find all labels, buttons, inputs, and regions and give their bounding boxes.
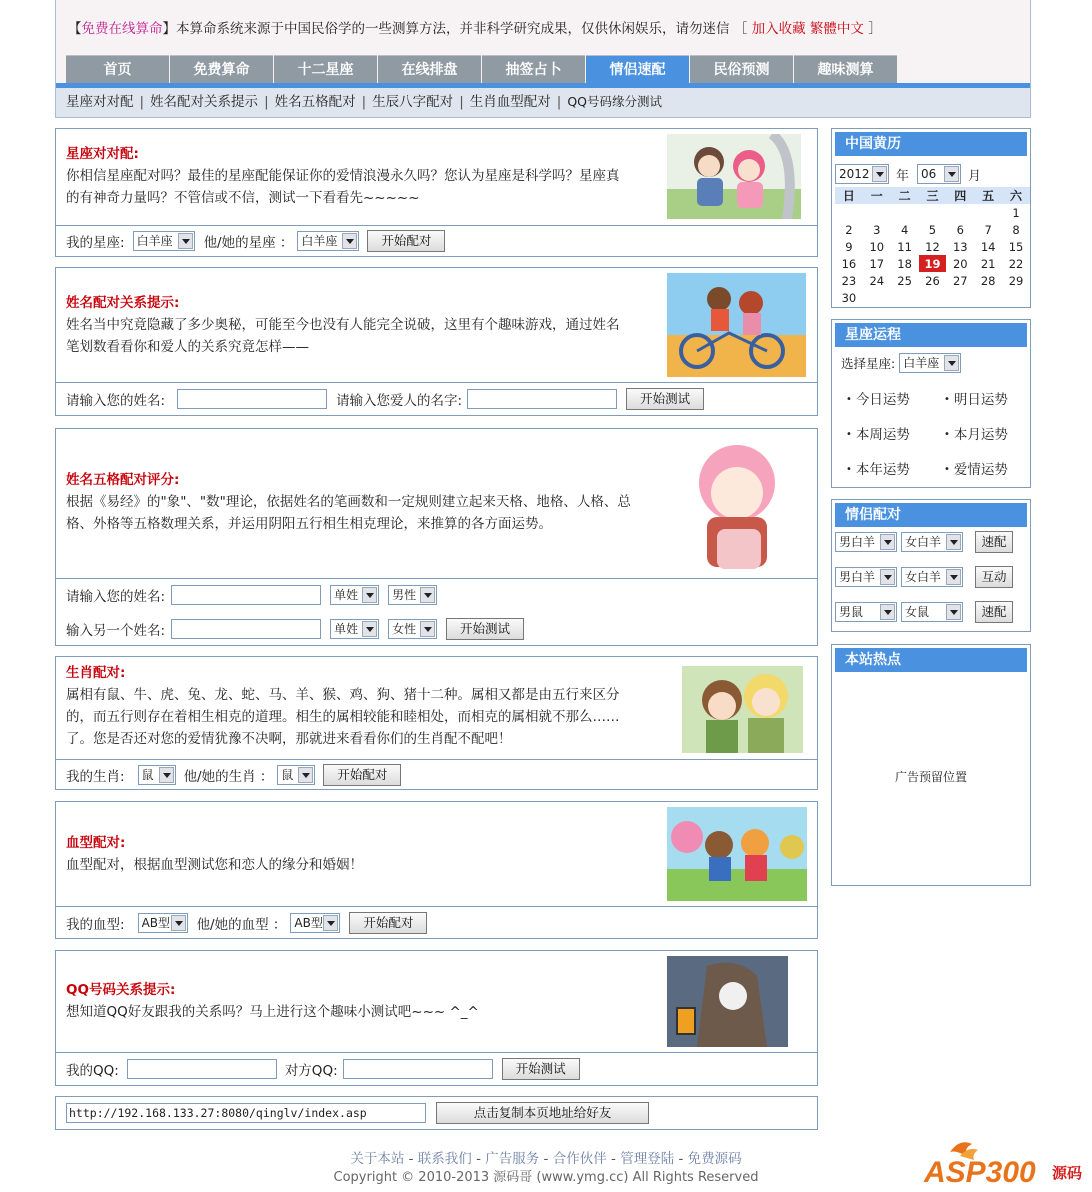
add-favorite-link[interactable]: 加入收藏 bbox=[751, 21, 806, 37]
name-pair-panel bbox=[55, 267, 818, 416]
calendar-day[interactable]: 6 bbox=[956, 222, 964, 237]
calendar-weekday: 四 bbox=[946, 187, 974, 204]
notice-text: 本算命系统来源于中国民俗学的一些测算方法，并非科学研究成果，仅供休闲娱乐，请勿迷信 bbox=[176, 21, 730, 37]
qq-panel bbox=[55, 950, 818, 1086]
notice-link[interactable]: 免费在线算命 bbox=[81, 21, 163, 37]
lover-name-label: 请输入您爱人的名字: bbox=[336, 393, 463, 409]
chevron-down-icon bbox=[323, 915, 338, 931]
subnav-separator: | bbox=[139, 94, 145, 110]
couple-row-2-button[interactable]: 互动 bbox=[975, 566, 1013, 588]
calendar-day[interactable]: 3 bbox=[873, 222, 881, 237]
couple-row-1-female-select[interactable]: 女白羊 bbox=[901, 532, 963, 552]
footer-link-contact[interactable]: 联系我们 bbox=[417, 1151, 472, 1167]
calendar-day[interactable]: 18 bbox=[897, 256, 912, 271]
calendar-day bbox=[919, 204, 947, 221]
other-blood-type-label: 他/她的血型 ： bbox=[196, 917, 287, 933]
couple-row-3-male-select[interactable]: 男鼠 bbox=[835, 602, 897, 622]
calendar-weekday: 五 bbox=[974, 187, 1002, 204]
qq-title: QQ号码关系提示: bbox=[66, 982, 176, 998]
nav-tab-couple-match[interactable]: 情侣速配 bbox=[586, 55, 689, 83]
subnav-separator: | bbox=[556, 94, 562, 110]
calendar-day[interactable]: 27 bbox=[952, 273, 968, 288]
site-hot-title: 本站热点 bbox=[835, 648, 1027, 672]
calendar-weekday: 二 bbox=[891, 187, 919, 204]
couple-row-2-male-select[interactable]: 男白羊 bbox=[835, 567, 897, 587]
wuge-desc-1: 根据《易经》的"象"、"数"理论，依据姓名的笔画数和一定规则建立起来天格、地格、人格、总 bbox=[66, 494, 631, 510]
chevron-down-icon bbox=[298, 767, 313, 783]
bicycle-couple-illustration bbox=[667, 273, 806, 377]
other-blood-type-select[interactable]: AB型 bbox=[290, 913, 340, 933]
name-pair-title: 姓名配对关系提示: bbox=[66, 295, 180, 311]
my-qq-input[interactable] bbox=[127, 1059, 277, 1079]
calendar-day bbox=[891, 204, 919, 221]
calendar-day[interactable]: 16 bbox=[841, 256, 857, 271]
calendar-day[interactable]: 17 bbox=[869, 256, 885, 271]
calendar-day[interactable]: 9 bbox=[845, 239, 853, 254]
fortune-week-link[interactable]: • 本周运势 bbox=[846, 423, 910, 443]
zodiac-match-desc-1: 你相信星座配对吗？最佳的星座配能保证你的爱情浪漫永久吗？您认为星座是科学吗？星座真 bbox=[66, 168, 620, 184]
calendar-day bbox=[946, 204, 974, 221]
calendar-day bbox=[891, 289, 919, 306]
other-zodiac-select[interactable]: 白羊座 bbox=[297, 231, 359, 251]
pink-hair-girl-illustration bbox=[687, 433, 790, 575]
name-pair-divider bbox=[56, 382, 817, 383]
chevron-down-icon bbox=[872, 166, 887, 182]
wuge-desc-2: 格、外格等五格数理关系，并运用阴阳五行相生相克理论，来推算的各方面运势。 bbox=[66, 516, 552, 532]
calendar-day[interactable]: 29 bbox=[1008, 273, 1024, 288]
shengxiao-desc-2: 的，而五行则存在着相生相克的道理。相生的属相较能和睦相处，而相克的属相就不那么…… bbox=[66, 709, 620, 725]
wuge-title: 姓名五格配对评分: bbox=[66, 472, 180, 488]
my-shengxiao-label: 我的生肖: bbox=[66, 769, 125, 785]
watermark-text: ASP300 bbox=[924, 1156, 1036, 1189]
notice-bracket-open: 【 bbox=[68, 21, 82, 37]
footer-links: 关于本站 - 联系我们 - 广告服务 - 合作伙伴 - 管理登陆 - 免费源码 bbox=[350, 1151, 742, 1167]
fortune-year-link[interactable]: • 本年运势 bbox=[846, 458, 910, 478]
blood-type-title: 血型配对: bbox=[66, 835, 126, 851]
chevron-down-icon bbox=[944, 355, 959, 371]
blood-type-desc: 血型配对，根据血型测试您和恋人的缘分和婚姻！ bbox=[66, 857, 363, 873]
wuge-other-name-input[interactable] bbox=[171, 619, 321, 639]
calendar-title: 中国黄历 bbox=[835, 132, 1027, 156]
calendar-day[interactable]: 22 bbox=[1008, 256, 1024, 271]
calendar-weekday: 六 bbox=[1002, 187, 1030, 204]
main-nav bbox=[66, 55, 898, 83]
horoscope-panel bbox=[831, 319, 1031, 488]
calendar-day[interactable]: 26 bbox=[925, 273, 940, 288]
nav-tab-free-fortune[interactable]: 免费算命 bbox=[170, 55, 273, 83]
chevron-down-icon bbox=[342, 233, 357, 249]
wuge-my-name-input[interactable] bbox=[171, 585, 321, 605]
subnav-separator: | bbox=[264, 94, 269, 110]
my-blood-type-label: 我的血型: bbox=[66, 917, 125, 933]
calendar-day[interactable]: 28 bbox=[980, 273, 996, 288]
notice-bracket-close: 】 bbox=[162, 21, 176, 37]
chevron-down-icon bbox=[420, 587, 435, 603]
nav-tab-folk-forecast[interactable]: 民俗预测 bbox=[690, 55, 793, 83]
copy-url-button[interactable]: 点击复制本页地址给好友 bbox=[436, 1102, 649, 1124]
calendar-day[interactable]: 8 bbox=[1012, 222, 1020, 237]
calendar-month-select[interactable]: 06 bbox=[917, 164, 961, 184]
subnav-item-bazi[interactable]: 生辰八字配对 bbox=[372, 94, 454, 110]
footer-link-free-source[interactable]: 免费源码 bbox=[687, 1151, 742, 1167]
nav-tab-online-chart[interactable]: 在线排盘 bbox=[378, 55, 481, 83]
zodiac-match-panel bbox=[55, 128, 818, 257]
wuge-gender-select-1[interactable]: 男性 bbox=[388, 585, 437, 605]
chevron-down-icon bbox=[880, 534, 895, 550]
shengxiao-panel bbox=[55, 656, 818, 790]
calendar-day[interactable]: 14 bbox=[980, 239, 996, 254]
other-shengxiao-label: 他/她的生肖 ： bbox=[183, 769, 274, 785]
calendar-day bbox=[919, 289, 947, 306]
subnav-item-zodiac-match[interactable]: 星座对对配 bbox=[66, 94, 134, 110]
footer-link-about[interactable]: 关于本站 bbox=[350, 1151, 405, 1167]
footer-link-admin[interactable]: 管理登陆 bbox=[620, 1151, 675, 1167]
calendar-day bbox=[835, 204, 863, 221]
shengxiao-desc-3: 了。您是否还对您的爱情犹豫不决啊，那就进来看看你们的生肖配不配吧！ bbox=[66, 731, 512, 747]
couple-row-1-button[interactable]: 速配 bbox=[975, 531, 1013, 553]
qq-test-button[interactable]: 开始测试 bbox=[502, 1058, 580, 1080]
subnav-item-wuge[interactable]: 姓名五格配对 bbox=[274, 94, 356, 110]
calendar-day[interactable]: 25 bbox=[897, 273, 912, 288]
subnav-item-name-pair[interactable]: 姓名配对关系提示 bbox=[150, 94, 259, 110]
my-blood-type-select[interactable]: AB型 bbox=[138, 913, 188, 933]
wuge-other-name-label: 输入另一个姓名: bbox=[66, 623, 166, 639]
chevron-down-icon bbox=[362, 621, 377, 637]
calendar-day[interactable]: 4 bbox=[900, 222, 909, 237]
name-pair-desc-2: 笔划数看看你和爱人的关系究竟怎样—— bbox=[66, 339, 309, 355]
calendar-day bbox=[974, 204, 1002, 221]
fortune-love-link[interactable]: • 爱情运势 bbox=[944, 458, 1008, 478]
horoscope-select-label: 选择星座: bbox=[841, 356, 896, 371]
chevron-down-icon bbox=[171, 915, 186, 931]
footer-copyright: Copyright © 2010-2013 源码哥 (www.ymg.cc) All Rights Reserved bbox=[333, 1170, 759, 1185]
nav-tab-zodiac[interactable]: 十二星座 bbox=[274, 55, 377, 83]
other-qq-label: 对方QQ: bbox=[284, 1063, 338, 1079]
calendar-day[interactable]: 1 bbox=[1012, 205, 1020, 220]
hooded-ghost-illustration bbox=[667, 956, 788, 1047]
shengxiao-title: 生肖配对: bbox=[66, 665, 126, 681]
lover-name-input[interactable] bbox=[467, 389, 617, 409]
couple-row-3 bbox=[835, 601, 1013, 623]
nav-tab-home[interactable]: 首页 bbox=[66, 55, 169, 83]
notice-bracket-left: ［ bbox=[733, 21, 748, 37]
shengxiao-divider bbox=[56, 759, 817, 760]
fortune-month-link[interactable]: • 本月运势 bbox=[944, 423, 1008, 443]
calendar-day bbox=[863, 204, 891, 221]
calendar-month-label: 月 bbox=[968, 168, 982, 184]
blood-type-panel bbox=[55, 801, 818, 939]
blood-type-divider bbox=[56, 906, 817, 907]
my-qq-label: 我的QQ: bbox=[66, 1063, 119, 1079]
calendar-day[interactable]: 10 bbox=[869, 239, 885, 254]
other-zodiac-label: 他/她的星座 ： bbox=[203, 235, 294, 251]
couple-row-1-male-select[interactable]: 男白羊 bbox=[835, 532, 897, 552]
chevron-down-icon bbox=[944, 166, 959, 182]
chevron-down-icon bbox=[178, 233, 193, 249]
nav-tab-fun-test[interactable]: 趣味测算 bbox=[794, 55, 897, 83]
qq-divider bbox=[56, 1052, 817, 1053]
anime-couple-illustration bbox=[682, 666, 803, 753]
fortune-tomorrow-link[interactable]: • 明日运势 bbox=[944, 388, 1008, 408]
calendar-year-select[interactable]: 2012 bbox=[835, 164, 889, 184]
my-zodiac-select[interactable]: 白羊座 bbox=[133, 231, 195, 251]
calendar-day bbox=[946, 289, 974, 306]
subnav-separator: | bbox=[459, 94, 464, 110]
fortune-today-link[interactable]: • 今日运势 bbox=[846, 388, 910, 408]
couple-row-2 bbox=[835, 566, 1013, 588]
wuge-my-name-label: 请输入您的姓名: bbox=[66, 589, 166, 605]
calendar-weekday: 一 bbox=[863, 187, 891, 204]
calendar-year-label: 年 bbox=[896, 168, 910, 184]
wuge-surname-type-select-2[interactable]: 单姓 bbox=[330, 619, 379, 639]
couple-row-3-female-select[interactable]: 女鼠 bbox=[901, 602, 963, 622]
shengxiao-desc-1: 属相有鼠、牛、虎、兔、龙、蛇、马、羊、猴、鸡、狗、猪十二种。属相又都是由五行来区分 bbox=[66, 687, 620, 703]
page-url-field[interactable]: http://192.168.133.27:8080/qinglv/index.asp bbox=[66, 1103, 426, 1123]
wuge-surname-type-select-1[interactable]: 单姓 bbox=[330, 585, 379, 605]
horoscope-title: 星座运程 bbox=[835, 323, 1027, 347]
sub-nav bbox=[56, 88, 1030, 117]
couple-row-1 bbox=[835, 531, 1013, 553]
site-hot-panel bbox=[831, 644, 1031, 886]
calendar-day[interactable]: 5 bbox=[928, 222, 937, 237]
blood-type-match-button[interactable]: 开始配对 bbox=[349, 912, 427, 934]
zodiac-match-desc-2: 的有神奇力量吗？不管信或不信，测试一下看看先~~~~~ bbox=[66, 190, 420, 206]
asp300-watermark-logo bbox=[920, 1138, 1090, 1190]
footer-link-ads[interactable]: 广告服务 bbox=[485, 1151, 540, 1167]
share-url-panel bbox=[55, 1096, 818, 1130]
calendar-day bbox=[1002, 289, 1030, 306]
chevron-down-icon bbox=[420, 621, 435, 637]
ad-placeholder: 广告预留位置 bbox=[894, 770, 967, 784]
chevron-down-icon bbox=[159, 767, 174, 783]
calendar-day[interactable]: 11 bbox=[897, 239, 912, 254]
couple-row-3-button[interactable]: 速配 bbox=[975, 601, 1013, 623]
calendar-day[interactable]: 23 bbox=[841, 273, 857, 288]
calendar-weekday: 三 bbox=[919, 187, 947, 204]
traditional-chinese-link[interactable]: 繁體中文 bbox=[809, 21, 864, 37]
wuge-panel bbox=[55, 428, 818, 646]
other-shengxiao-select[interactable]: 鼠 bbox=[277, 765, 315, 785]
watermark-suffix: 源码 bbox=[1052, 1164, 1083, 1182]
calendar-day[interactable]: 7 bbox=[984, 222, 992, 237]
horoscope-sign-select[interactable]: 白羊座 bbox=[899, 353, 961, 373]
couple-match-panel bbox=[831, 499, 1031, 632]
footer-link-partners[interactable]: 合作伙伴 bbox=[552, 1151, 607, 1167]
zodiac-match-divider bbox=[56, 225, 817, 226]
chevron-down-icon bbox=[880, 604, 895, 620]
chevron-down-icon bbox=[880, 569, 895, 585]
zodiac-match-button[interactable]: 开始配对 bbox=[367, 230, 445, 252]
wuge-gender-select-2[interactable]: 女性 bbox=[388, 619, 437, 639]
other-qq-input[interactable] bbox=[343, 1059, 493, 1079]
my-name-input[interactable] bbox=[177, 389, 327, 409]
calendar-day[interactable]: 13 bbox=[952, 239, 968, 254]
calendar-day bbox=[974, 289, 1002, 306]
calendar-day bbox=[863, 289, 891, 306]
notice-bracket-right: ］ bbox=[868, 21, 882, 37]
calendar-day[interactable]: 2 bbox=[845, 222, 853, 237]
my-shengxiao-select[interactable]: 鼠 bbox=[138, 765, 176, 785]
calendar-day[interactable]: 30 bbox=[841, 290, 857, 305]
monkey-couple-illustration bbox=[667, 807, 807, 901]
calendar-day[interactable]: 15 bbox=[1008, 239, 1024, 254]
couple-row-2-female-select[interactable]: 女白羊 bbox=[901, 567, 963, 587]
my-zodiac-label: 我的星座: bbox=[66, 235, 125, 251]
calendar-weekday: 日 bbox=[835, 187, 863, 204]
calendar-day[interactable]: 21 bbox=[980, 256, 996, 271]
calendar-grid bbox=[835, 187, 1030, 306]
zodiac-match-title: 星座对对配: bbox=[66, 146, 139, 162]
subnav-separator: | bbox=[361, 94, 367, 110]
chevron-down-icon bbox=[362, 587, 377, 603]
couple-match-title: 情侣配对 bbox=[835, 503, 1027, 527]
nav-tab-divination[interactable]: 抽签占卜 bbox=[482, 55, 585, 83]
my-name-label: 请输入您的姓名: bbox=[66, 393, 166, 409]
wuge-divider bbox=[56, 578, 817, 579]
qq-desc: 想知道QQ好友跟我的关系吗？马上进行这个趣味小测试吧~~~ ^_^ bbox=[66, 1004, 479, 1020]
wuge-test-button[interactable]: 开始测试 bbox=[446, 618, 524, 640]
couple-anime-illustration bbox=[667, 134, 801, 219]
calendar-day[interactable]: 20 bbox=[952, 256, 968, 271]
chevron-down-icon bbox=[946, 604, 961, 620]
subnav-item-shengxiao-blood[interactable]: 生肖血型配对 bbox=[469, 94, 551, 110]
calendar-day[interactable]: 19 bbox=[919, 255, 947, 272]
subnav-item-qq[interactable]: QQ号码缘分测试 bbox=[567, 94, 662, 109]
name-pair-test-button[interactable]: 开始测试 bbox=[626, 388, 704, 410]
chevron-down-icon bbox=[946, 569, 961, 585]
calendar-day[interactable]: 12 bbox=[925, 239, 940, 254]
calendar-panel bbox=[831, 128, 1031, 308]
shengxiao-match-button[interactable]: 开始配对 bbox=[323, 764, 401, 786]
calendar-day[interactable]: 24 bbox=[869, 273, 885, 288]
chevron-down-icon bbox=[946, 534, 961, 550]
name-pair-desc-1: 姓名当中究竟隐藏了多少奥秘，可能至今也没有人能完全说破，这里有个趣味游戏，通过姓名 bbox=[66, 317, 620, 333]
site-header bbox=[55, 0, 1031, 118]
